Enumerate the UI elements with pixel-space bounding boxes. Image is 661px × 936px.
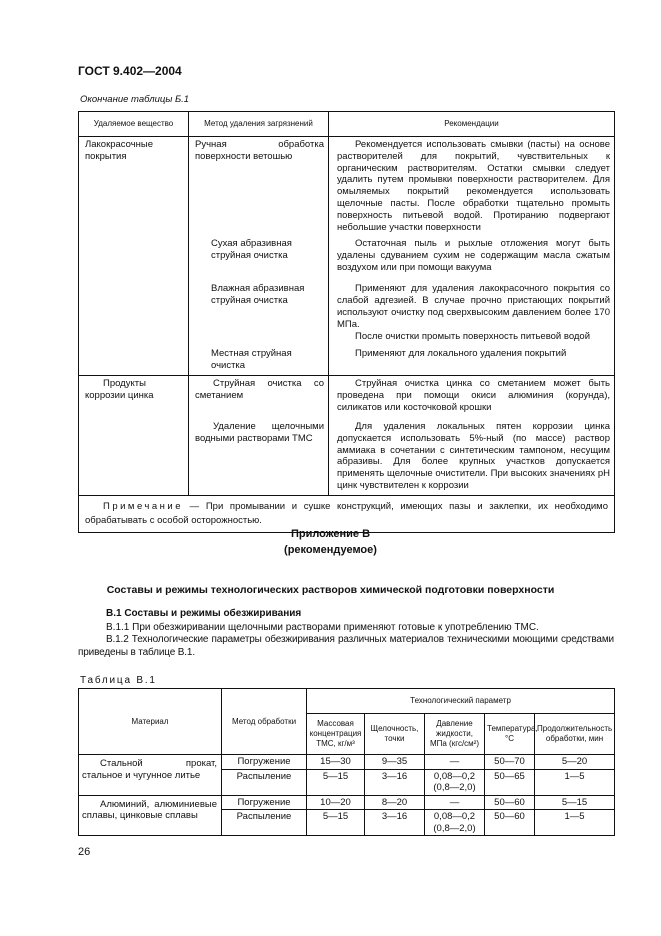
table-v1 — [78, 688, 615, 836]
section-title: Составы и режимы технологических растворов химической подготовки поверхности — [106, 584, 555, 596]
recommendation-text: После очистки промыть поверхность питьевой водой — [355, 330, 591, 342]
table-b1-end — [78, 111, 615, 533]
recommendation-cell: Остаточная пыль и рыхлые отложения могут быть удалены сдуванием сухим не содержащим масла сжатым воздухом или при помощи вакуума — [329, 236, 615, 281]
table-cell — [425, 810, 485, 836]
pressure-value-alt: (0,8—2,0) — [433, 822, 476, 834]
recommendation-cell: Струйная очистка цинка со сметанием может быть проведена при помощи окиси алюминия (корунда), силикатов или косточковой крошки — [329, 375, 615, 419]
table-cell: 5—15 — [307, 769, 365, 795]
appendix-status: (рекомендуемое) — [284, 544, 377, 556]
table-row — [79, 137, 615, 237]
recommendation-cell: Рекомендуется использовать смывки (пасты) на основе растворителей для покрытий, чувствительных к органическим растворителям. Остатки смывки следует удалить путем промывки поверхности растворителем. Для омыляемых покрытий рекомендуется использовать щелочные пасты. После обработки тщательно промыть поверхность питьевой водой. Протиранию подвергают небольшие участки поверхности — [329, 137, 615, 237]
table-note-row — [79, 495, 615, 532]
recommendation-cell: Для удаления локальных пятен коррозии цинка допускается использовать 5%-ный (по массе) раствор аммиака в сочетании с синтетическим тампоном, несущим абразивы. Для более крупных участков допускается применять щелочные очистители. При высоких значениях pH цинк чувствителен к коррозии — [329, 419, 615, 495]
table-note — [79, 495, 615, 532]
table-cell: 8—20 — [365, 795, 425, 810]
table-cell: 50—70 — [485, 755, 535, 770]
method-cell: Удаление щелочными водными растворами ТМС — [189, 419, 329, 495]
method-cell: Ручная обработка поверхности ветошью — [189, 137, 329, 237]
method-cell: Струйная очистка со сметанием — [189, 375, 329, 419]
appendix-title: Приложение В — [290, 528, 371, 540]
table-cell: 3—16 — [365, 769, 425, 795]
column-header: Удаляемое вещество — [79, 112, 189, 137]
pressure-value: 0,08—0,2 — [433, 811, 476, 822]
table-cell: 50—60 — [485, 795, 535, 810]
pressure-value: 0,08—0,2 — [433, 770, 476, 782]
method-cell: Сухая абразивная струйная очистка — [189, 236, 329, 281]
table-row — [79, 755, 615, 770]
column-group-header: Технологический параметр — [307, 689, 615, 714]
substance-cell: Продукты коррозии цинка — [79, 375, 189, 495]
table-row — [79, 375, 615, 419]
method-cell: Распыление — [222, 769, 307, 795]
column-header: Рекомендации — [329, 112, 615, 137]
table-cell: 1—5 — [535, 769, 615, 795]
table-header-row — [79, 689, 615, 714]
table-cell: 5—15 — [535, 795, 615, 810]
column-header: Метод удаления загрязнений — [189, 112, 329, 137]
method-cell: Влажная абразивная струйная очистка — [189, 281, 329, 346]
material-cell: Стальной прокат, стальное и чугунное литье — [79, 755, 222, 796]
note-label: Примечание — [103, 500, 183, 512]
table-v1-caption: Таблица В.1 — [80, 675, 157, 686]
recommendation-cell — [329, 281, 615, 346]
table-cell: 3—16 — [365, 810, 425, 836]
pressure-value-alt: (0,8—2,0) — [433, 782, 476, 793]
paragraph: В.1.2 Технологические параметры обезжиривания различных материалов техническими моющими средствами приведены в таблице В.1. — [78, 634, 614, 658]
material-cell: Алюминий, алюминиевые сплавы, цинковые сплавы — [79, 795, 222, 836]
document-header: ГОСТ 9.402—2004 — [78, 64, 182, 78]
column-header: Материал — [79, 689, 222, 755]
table-row — [79, 795, 615, 810]
method-cell: Погружение — [222, 755, 307, 770]
subsection-title: В.1 Составы и режимы обезжиривания — [106, 608, 302, 619]
column-header: Продолжительность обработки, мин — [535, 714, 615, 755]
note-text: — При промывании и сушке конструкций, имеющих пазы и заклепки, их необходимо обрабатывать с особой осторожностью. — [85, 500, 608, 526]
table-cell: 50—65 — [485, 769, 535, 795]
method-cell: Местная струйная очистка — [189, 346, 329, 375]
column-header: Массовая концентрация ТМС, кг/м³ — [307, 714, 365, 755]
table-cell: 50—60 — [485, 810, 535, 836]
table-header-row — [79, 112, 615, 137]
table-cell: 15—30 — [307, 755, 365, 770]
recommendation-text: Применяют для удаления лакокрасочного покрытия со слабой адгезией. В случае прочно пристающих покрытий используют очистку под сверхвысоким давлением более 170 МПа. — [337, 283, 610, 330]
table-cell: 10—20 — [307, 795, 365, 810]
column-header: Щелочность, точки — [365, 714, 425, 755]
table-cell: 5—20 — [535, 755, 615, 770]
table-cell: 9—35 — [365, 755, 425, 770]
substance-cell: Лакокрасочные покрытия — [79, 137, 189, 376]
column-header: Метод обработки — [222, 689, 307, 755]
table-b1-caption: Окончание таблицы Б.1 — [80, 94, 190, 105]
page-number: 26 — [78, 846, 91, 858]
recommendation-cell: Применяют для локального удаления покрытий — [329, 346, 615, 375]
table-cell: — — [425, 795, 485, 810]
table-cell: — — [425, 755, 485, 770]
column-header: Температура, °С — [485, 714, 535, 755]
table-cell: 5—15 — [307, 810, 365, 836]
table-cell: 1—5 — [535, 810, 615, 836]
table-cell — [425, 769, 485, 795]
method-cell: Погружение — [222, 795, 307, 810]
method-cell: Распыление — [222, 810, 307, 836]
column-header: Давление жидкости, МПа (кгс/см²) — [425, 714, 485, 755]
paragraph: В.1.1 При обезжиривании щелочными растворами применяют готовые к употреблению ТМС. — [106, 622, 539, 633]
